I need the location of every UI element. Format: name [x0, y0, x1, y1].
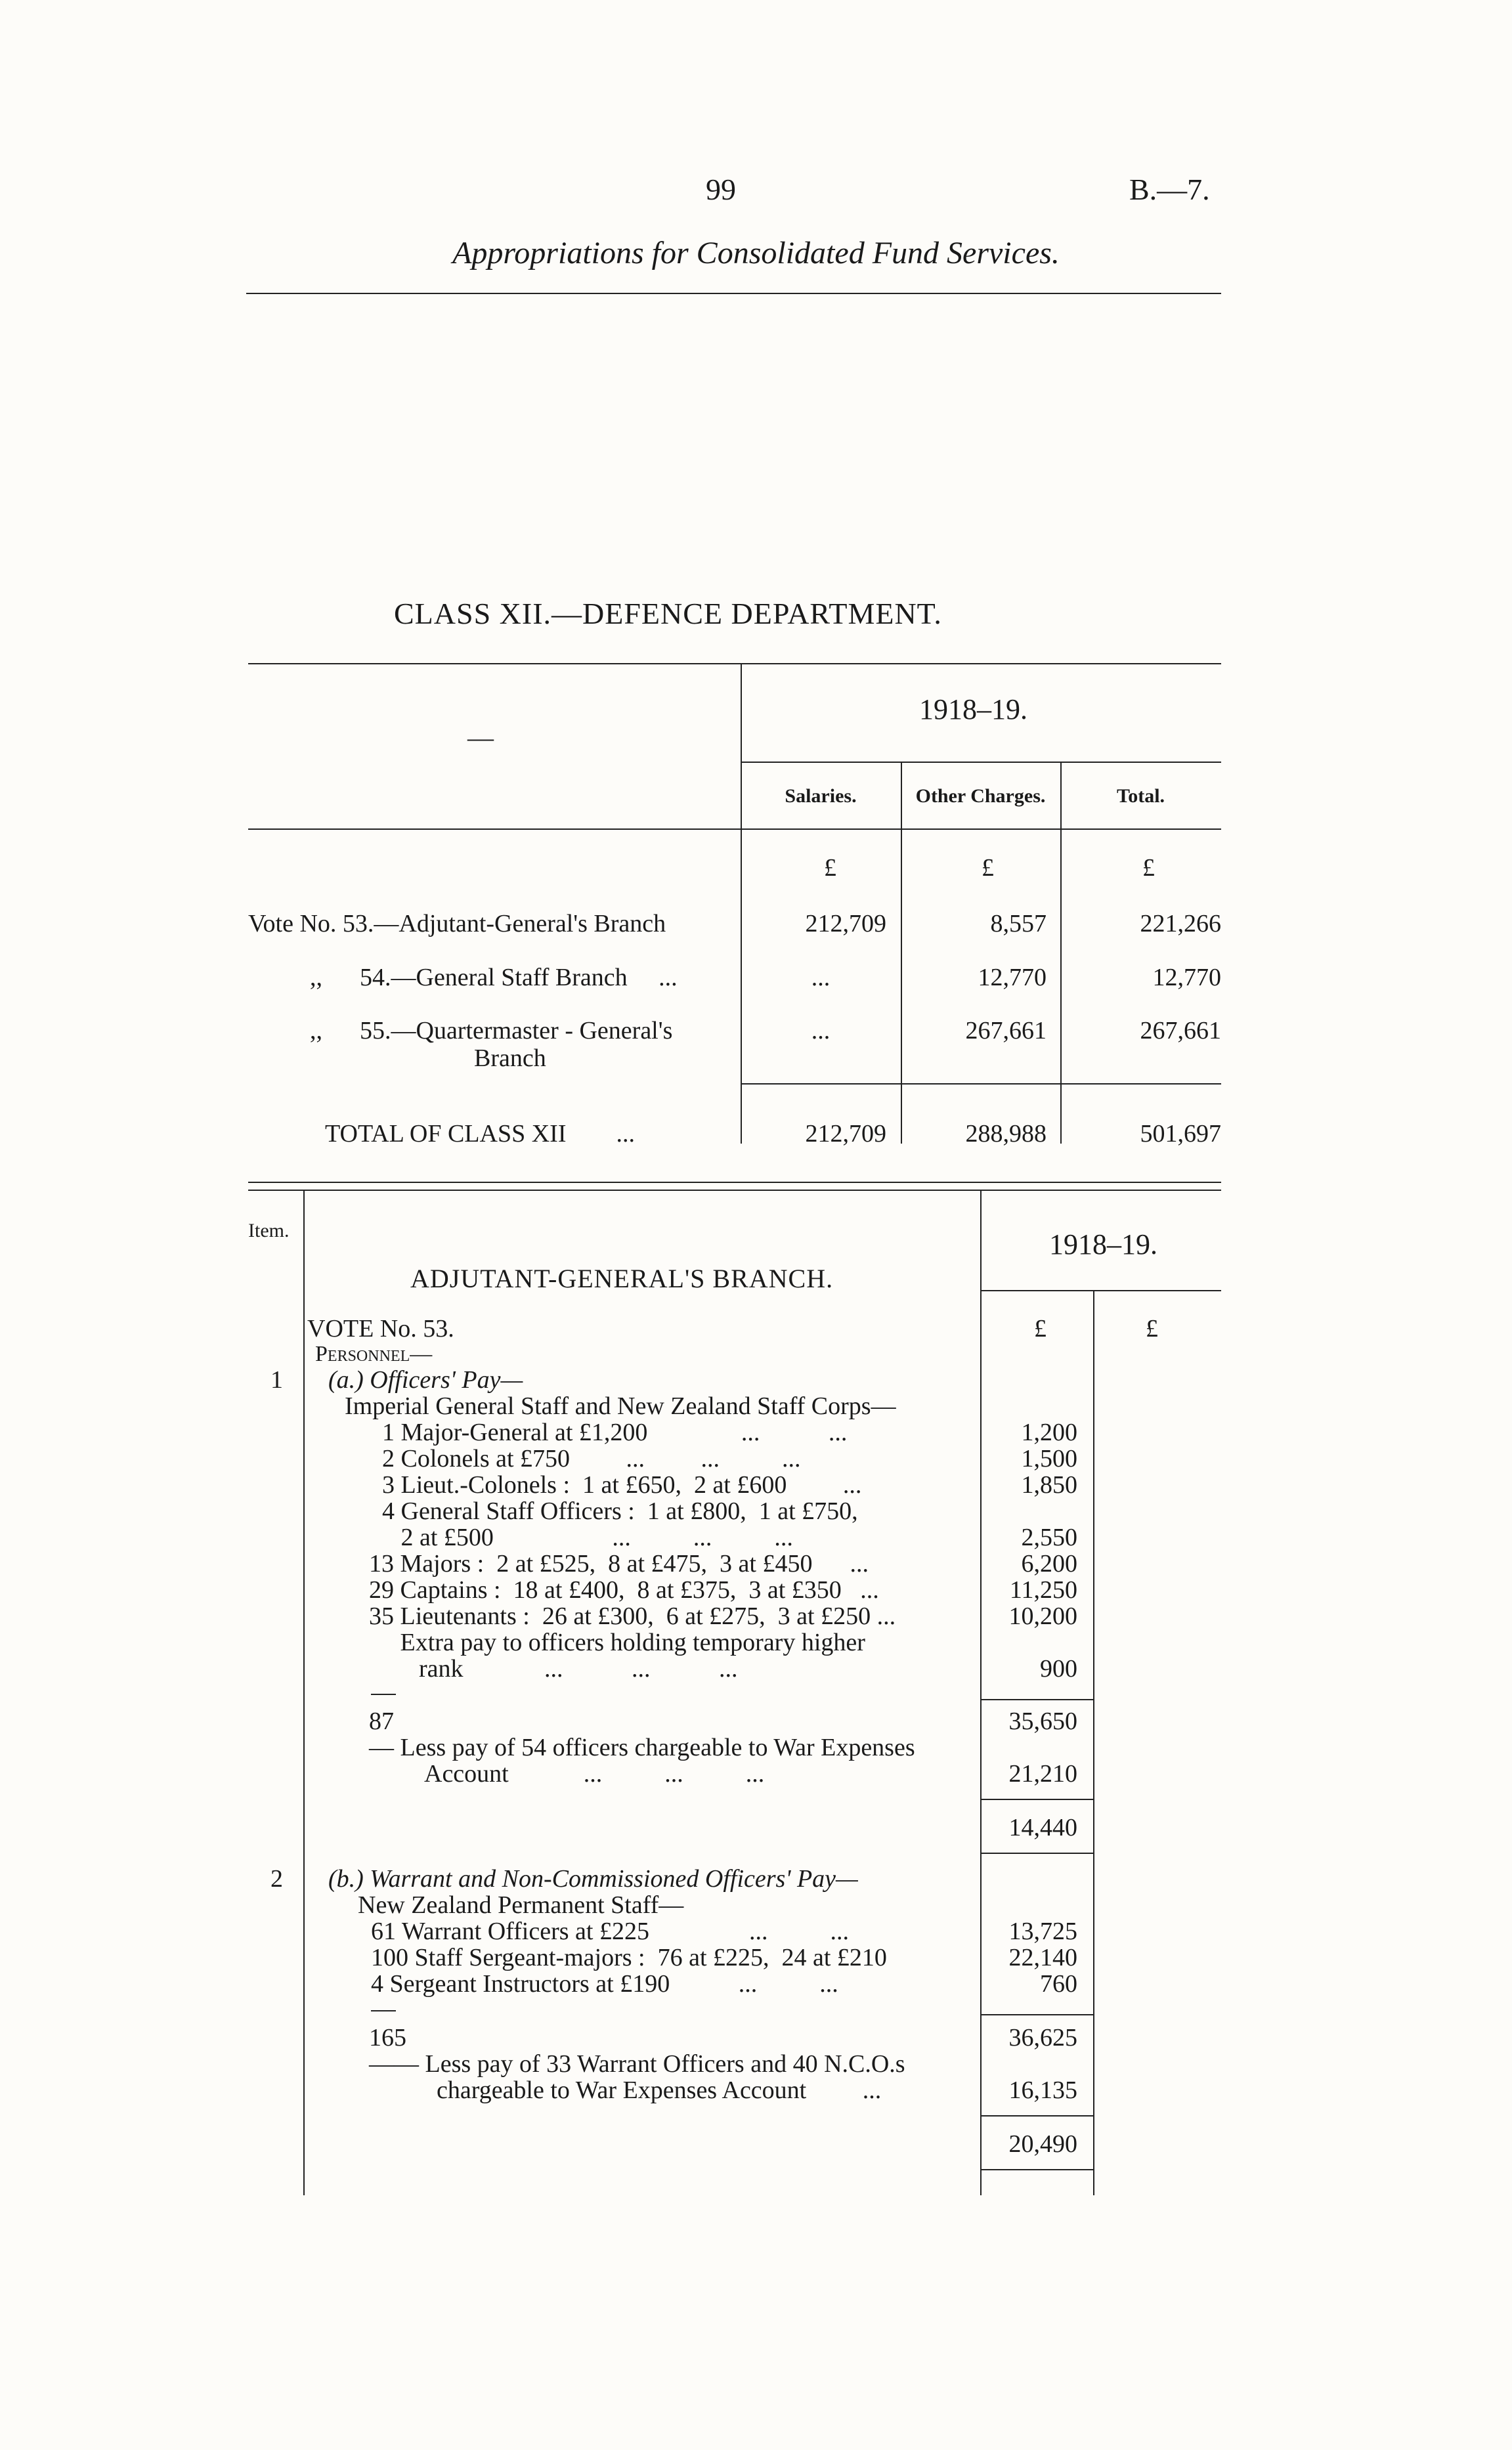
pay-line: 100 Staff Sergeant-majors : 76 at £225, 24 at £210 [371, 1944, 887, 1971]
summary-row-label: ,, 54.—General Staff Branch ... [310, 964, 678, 991]
summary-row-label: ,, 55.—Quartermaster - General's [310, 1017, 673, 1044]
summary-row-total: 221,266 [1140, 910, 1221, 937]
stub-dash: — [467, 723, 494, 752]
summary-row-salaries: ... [811, 964, 831, 991]
less-pay-amount: 16,135 [1008, 2076, 1077, 2104]
pay-line: 4 Sergeant Instructors at £190 ... ... [371, 1970, 838, 1998]
less-pay-amount: 21,210 [1008, 1760, 1077, 1788]
subtotal-amount: 36,625 [1008, 2024, 1077, 2052]
detail-year: 1918–19. [1049, 1228, 1157, 1260]
item-heading: (a.) Officers' Pay— [328, 1366, 523, 1394]
pay-amount: 6,200 [1021, 1550, 1077, 1578]
pay-line: 4 General Staff Officers : 1 at £800, 1 at £750, [382, 1497, 858, 1525]
pay-amount: 760 [1040, 1970, 1077, 1998]
column-header-other-charges: Other Charges. [915, 785, 1046, 807]
less-pay-line: —— Less pay of 33 Warrant Officers and 40 N.C.O.s [369, 2050, 905, 2078]
currency-total: £ [1142, 854, 1155, 882]
item-subheading: Imperial General Staff and New Zealand Staff Corps— [345, 1392, 896, 1420]
pay-line: Extra pay to officers holding temporary higher [369, 1629, 865, 1656]
summary-row-salaries: ... [811, 1017, 831, 1044]
pay-line: 29 Captains : 18 at £400, 8 at £375, 3 at £350 ... [369, 1576, 879, 1604]
branch-heading: ADJUTANT-GENERAL'S BRANCH. [410, 1264, 834, 1293]
summary-total-total: 501,697 [1140, 1120, 1221, 1148]
pay-amount: 900 [1040, 1655, 1077, 1683]
item-number: 2 [270, 1865, 283, 1893]
summary-total-other: 288,988 [965, 1120, 1047, 1148]
pay-line: rank ... ... ... [369, 1655, 738, 1683]
pay-amount: 10,200 [1008, 1602, 1077, 1630]
pay-line: 61 Warrant Officers at £225 ... ... [371, 1918, 849, 1945]
pay-amount: 2,550 [1021, 1524, 1077, 1551]
summary-row-salaries: 212,709 [805, 910, 886, 937]
summary-row-label-cont: Branch [474, 1044, 546, 1072]
summary-row-other: 12,770 [978, 964, 1047, 991]
pay-line: 3 Lieut.-Colonels : 1 at £650, 2 at £600 ... [382, 1471, 862, 1499]
currency-other: £ [982, 854, 994, 882]
title-rule [246, 293, 1221, 294]
subtotal-count: 87 [369, 1708, 394, 1735]
summary-row-total: 267,661 [1140, 1017, 1221, 1044]
personnel-label: Personnel— [315, 1342, 433, 1366]
pay-amount: 1,500 [1021, 1445, 1077, 1472]
summary-total-label: TOTAL OF CLASS XII ... [325, 1120, 635, 1148]
pay-amount: 1,850 [1021, 1471, 1077, 1499]
pay-line: 13 Majors : 2 at £525, 8 at £475, 3 at £450 ... [369, 1550, 869, 1578]
subtotal-count: 165 [369, 2024, 406, 2052]
summary-total-salaries: 212,709 [805, 1120, 886, 1148]
page-number: 99 [706, 173, 736, 206]
column-header-total: Total. [1116, 785, 1165, 807]
pay-amount: 22,140 [1008, 1944, 1077, 1971]
summary-row-other: 8,557 [990, 910, 1047, 937]
pay-line: 1 Major-General at £1,200 ... ... [382, 1419, 848, 1446]
currency-detail: £ [1034, 1315, 1047, 1343]
column-header-salaries: Salaries. [785, 785, 857, 807]
currency-detail-total: £ [1146, 1315, 1158, 1343]
pay-line: 2 Colonels at £750 ... ... ... [382, 1445, 801, 1472]
summary-row-other: 267,661 [965, 1017, 1047, 1044]
item-number: 1 [270, 1366, 283, 1394]
less-pay-line: Account ... ... ... [424, 1760, 765, 1788]
item-column-header: Item. [248, 1220, 290, 1241]
class-heading: CLASS XII.—DEFENCE DEPARTMENT. [394, 597, 942, 630]
less-pay-line: chargeable to War Expenses Account ... [437, 2076, 882, 2104]
pay-amount: 1,200 [1021, 1419, 1077, 1446]
vote-label: VOTE No. 53. [307, 1315, 454, 1343]
pay-amount: 11,250 [1009, 1576, 1077, 1604]
pay-amount: 13,725 [1008, 1918, 1077, 1945]
subtotal-amount: 35,650 [1008, 1708, 1077, 1735]
currency-salaries: £ [824, 854, 836, 882]
item-heading: (b.) Warrant and Non-Commissioned Officers' Pay— [328, 1865, 858, 1893]
pay-line: 35 Lieutenants : 26 at £300, 6 at £275, 3 at £250 ... [369, 1602, 896, 1630]
summary-row-total: 12,770 [1152, 964, 1221, 991]
net-amount: 14,440 [1008, 1814, 1077, 1841]
item-subheading: New Zealand Permanent Staff— [358, 1891, 684, 1919]
summary-year: 1918–19. [919, 693, 1027, 725]
net-amount: 20,490 [1008, 2130, 1077, 2158]
less-pay-line: — Less pay of 54 officers chargeable to War Expenses [369, 1734, 915, 1761]
summary-row-label: Vote No. 53.—Adjutant-General's Branch [248, 910, 666, 937]
page-title: Appropriations for Consolidated Fund Services. [452, 236, 1060, 270]
pay-line: 2 at £500 ... ... ... [382, 1524, 793, 1551]
document-reference: B.—7. [1129, 173, 1210, 206]
